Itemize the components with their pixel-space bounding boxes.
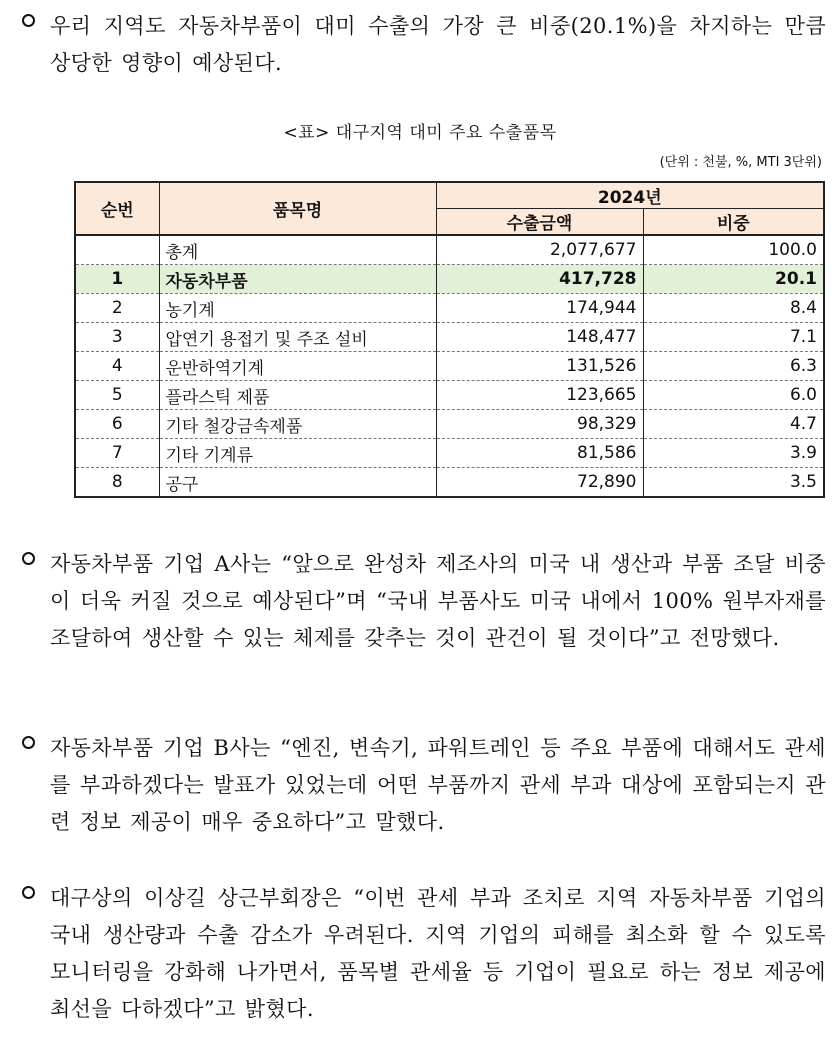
rank-cell: 3 [75,323,159,352]
item-name-cell: 기타 기계류 [159,439,436,468]
rank-cell: 1 [75,265,159,294]
table-caption: <표> 대구지역 대미 주요 수출품목 [283,123,557,143]
table-body [75,235,824,497]
share-cell: 3.9 [643,439,824,468]
export-amount-cell: 72,890 [436,468,643,498]
share-cell: 6.0 [643,381,824,410]
table-row [75,235,824,265]
table-row [75,468,824,498]
export-amount-cell: 98,329 [436,410,643,439]
share-cell: 6.3 [643,352,824,381]
rank-cell [75,235,159,265]
table-row [75,294,824,323]
table-row [75,381,824,410]
share-cell: 8.4 [643,294,824,323]
header-year: 2024년 [436,182,824,209]
header-share: 비중 [643,209,824,236]
item-name-cell: 플라스틱 제품 [159,381,436,410]
export-amount-cell: 174,944 [436,294,643,323]
item-name-cell: 기타 철강금속제품 [159,410,436,439]
rank-cell: 2 [75,294,159,323]
circle-bullet-icon [22,886,35,899]
share-cell: 3.5 [643,468,824,498]
share-cell: 7.1 [643,323,824,352]
table-row [75,439,824,468]
rank-cell: 6 [75,410,159,439]
header-rank: 순번 [75,182,159,235]
export-amount-cell: 148,477 [436,323,643,352]
paragraph-text: 자동차부품 기업 B사는 “엔진, 변속기, 파워트레인 등 주요 부품에 대해서도 관세를 부과하겠다는 발표가 있었는데 어떤 부품까지 관세 부과 대상에 포함되는지 관련 정보 제공이 매우 중요하다”고 말했다. [50,736,826,834]
share-cell: 20.1 [643,265,824,294]
paragraph-company-b [22,730,826,841]
share-cell: 4.7 [643,410,824,439]
circle-bullet-icon [22,14,35,27]
paragraph-text: 우리 지역도 자동차부품이 대미 수출의 가장 큰 비중(20.1%)을 차지하는 만큼 상당한 영향이 예상된다. [50,14,826,75]
circle-bullet-icon [22,736,35,749]
paragraph-text: 자동차부품 기업 A사는 “앞으로 완성차 제조사의 미국 내 생산과 부품 조달 비중이 더욱 커질 것으로 예상된다”며 “국내 부품사도 미국 내에서 100% 원부자재를 조달하여 생산할 수 있는 체제를 갖추는 것이 관건이 될 것이다”고 전망했다. [50,552,826,650]
export-amount-cell: 81,586 [436,439,643,468]
export-amount-cell: 123,665 [436,381,643,410]
header-item: 품목명 [159,182,436,235]
table-row [75,352,824,381]
table-unit-note: (단위 : 천불, %, MTI 3단위) [659,155,822,170]
header-amount: 수출금액 [436,209,643,236]
circle-bullet-icon [22,552,35,565]
item-name-cell: 농기계 [159,294,436,323]
item-name-cell: 자동차부품 [159,265,436,294]
paragraph-chamber-comment [22,880,826,1028]
item-name-cell: 총계 [159,235,436,265]
table-row [75,323,824,352]
export-amount-cell: 2,077,677 [436,235,643,265]
item-name-cell: 운반하역기계 [159,352,436,381]
table-row [75,265,824,294]
paragraph-text: 대구상의 이상길 상근부회장은 “이번 관세 부과 조치로 지역 자동차부품 기업의 국내 생산량과 수출 감소가 우려된다. 지역 기업의 피해를 최소화 할 수 있도록 모니터링을 강화해 나가면서, 품목별 관세율 등 기업이 필요로 하는 정보 제공에 최선을 다하겠다”고 밝혔다. [50,886,826,1021]
rank-cell: 8 [75,468,159,498]
table-row [75,410,824,439]
item-name-cell: 공구 [159,468,436,498]
share-cell: 100.0 [643,235,824,265]
rank-cell: 4 [75,352,159,381]
export-amount-cell: 131,526 [436,352,643,381]
item-name-cell: 압연기 용접기 및 주조 설비 [159,323,436,352]
paragraph-intro [22,8,826,82]
export-items-table [74,181,825,498]
rank-cell: 7 [75,439,159,468]
rank-cell: 5 [75,381,159,410]
paragraph-company-a [22,546,826,657]
export-amount-cell: 417,728 [436,265,643,294]
